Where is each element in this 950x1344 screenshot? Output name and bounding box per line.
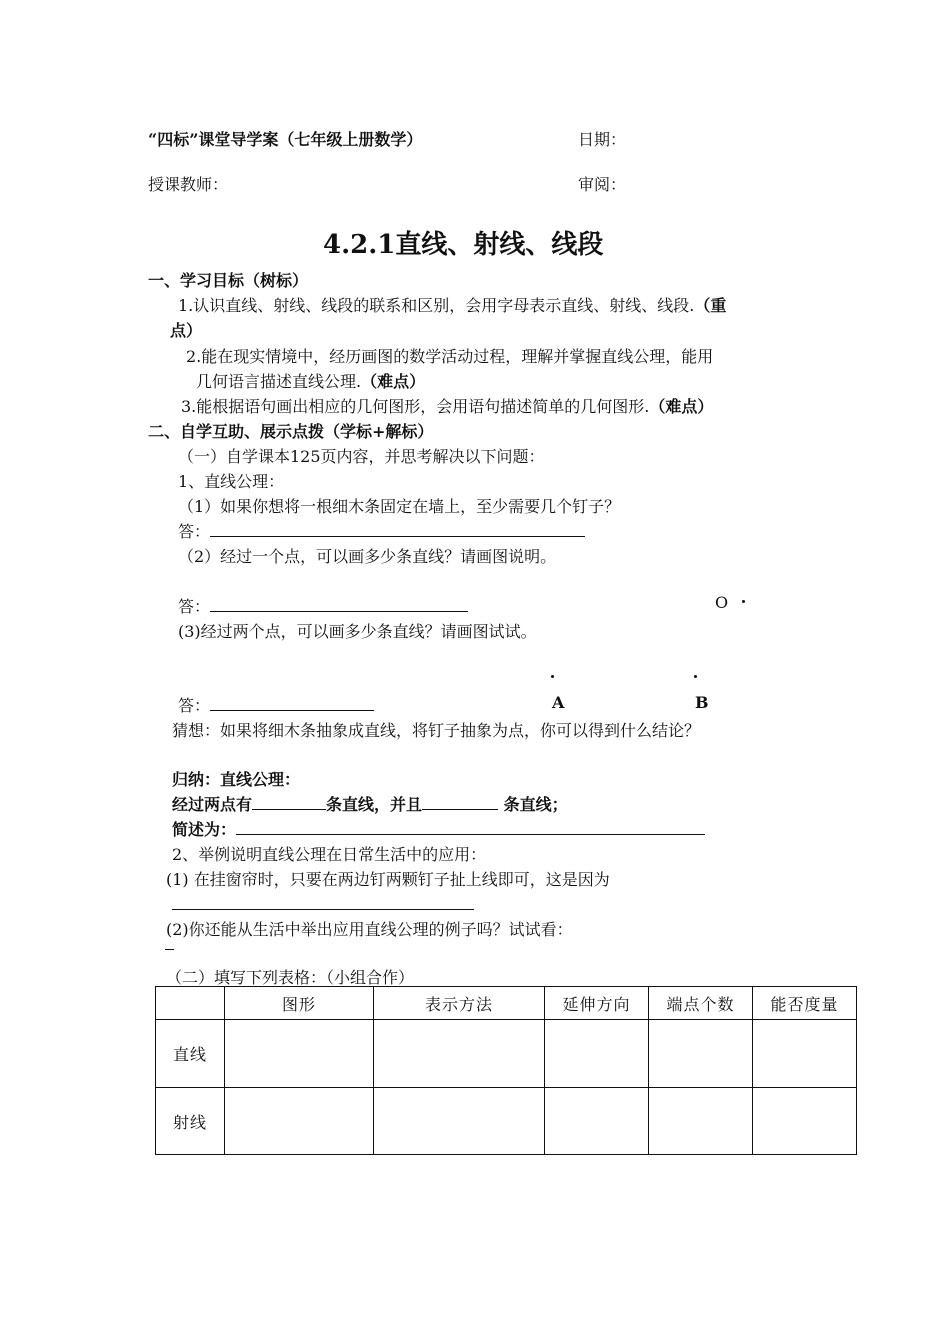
application-2: (2)你还能从生活中举出应用直线公理的例子吗？试试看： <box>166 920 573 939</box>
point-o-label: O <box>715 593 729 612</box>
table-cell[interactable] <box>545 1088 649 1155</box>
goal-2-mark: （难点） <box>361 372 426 391</box>
application-1: (1) 在挂窗帘时，只要在两边钉两颗钉子扯上线即可，这是因为 <box>166 870 610 889</box>
answer-1-blank[interactable] <box>210 520 585 537</box>
table-header-cell: 表示方法 <box>374 987 545 1020</box>
goal-3-mark: （难点） <box>649 397 714 416</box>
answer-3-label: 答： <box>178 696 211 715</box>
goal-1-mark: （重 <box>694 296 727 315</box>
table-intro: （二）填写下列表格：（小组合作） <box>166 968 415 987</box>
answer-2-label: 答： <box>178 597 211 616</box>
table-header-cell: 延伸方向 <box>545 987 649 1020</box>
table-header-cell <box>156 987 225 1020</box>
comparison-table <box>155 986 857 1155</box>
row-label: 射线 <box>156 1088 225 1155</box>
question-2: （2）经过一个点，可以画多少条直线？请画图说明。 <box>178 547 557 566</box>
fill-part-3: 条直线； <box>503 795 568 814</box>
point-a-dot <box>551 675 554 678</box>
fill-part-2: 条直线，并且 <box>326 795 423 814</box>
table-header-cell: 能否度量 <box>753 987 857 1020</box>
goal-1-mark-cont: 点） <box>170 321 203 340</box>
section1-heading: 一、学习目标（树标） <box>148 271 309 290</box>
short-form <box>172 817 705 840</box>
question-3: (3)经过两个点，可以画多少条直线？请画图试试。 <box>178 622 537 641</box>
table-row <box>156 1020 857 1088</box>
answer-1 <box>178 519 585 542</box>
fill-blank-2[interactable] <box>422 793 498 810</box>
answer-3-blank[interactable] <box>210 694 374 711</box>
review-label: 审阅： <box>578 175 627 194</box>
table-cell[interactable] <box>753 1020 857 1088</box>
goal-3-text: 3.能根据语句画出相应的几何图形，会用语句描述简单的几何图形. <box>181 397 650 416</box>
item-1-heading: 1、直线公理： <box>178 472 285 491</box>
axiom-fill <box>172 792 568 815</box>
date-label: 日期： <box>578 130 627 149</box>
application-2-blank[interactable] <box>165 949 174 950</box>
table-header-cell: 端点个数 <box>649 987 753 1020</box>
question-1: （1）如果你想将一根细木条固定在墙上，至少需要几个钉子？ <box>178 497 621 516</box>
section2-heading: 二、自学互助、展示点拨（学标+解标） <box>148 422 434 441</box>
goal-2-line2 <box>196 369 425 392</box>
application-1-blank[interactable] <box>172 893 474 910</box>
short-form-label: 简述为： <box>172 820 237 839</box>
worksheet-title: “四标”课堂导学案（七年级上册数学） <box>148 130 423 149</box>
table-cell[interactable] <box>374 1020 545 1088</box>
table-cell[interactable] <box>374 1088 545 1155</box>
goal-2-line1: 2.能在现实情境中，经历画图的数学活动过程，理解并掌握直线公理，能用 <box>186 347 714 366</box>
goal-2-text: 几何语言描述直线公理. <box>196 372 362 391</box>
summary-label: 归纳：直线公理： <box>172 770 301 789</box>
table-cell[interactable] <box>225 1088 374 1155</box>
answer-3 <box>178 693 374 716</box>
item-2-heading: 2、举例说明直线公理在日常生活中的应用： <box>172 845 487 864</box>
point-b-dot <box>694 675 697 678</box>
answer-2 <box>178 594 468 617</box>
table-cell[interactable] <box>649 1020 753 1088</box>
row-label: 直线 <box>156 1020 225 1088</box>
answer-2-blank[interactable] <box>210 595 468 612</box>
point-o-dot <box>742 600 745 603</box>
short-form-blank[interactable] <box>236 818 705 835</box>
application-1-answer <box>172 893 474 914</box>
page-title: 4.2.1直线、射线、线段 <box>323 230 604 260</box>
table-cell[interactable] <box>649 1088 753 1155</box>
teacher-label: 授课教师： <box>148 175 229 194</box>
table-cell[interactable] <box>545 1020 649 1088</box>
goal-3 <box>181 394 713 417</box>
guess-question: 猜想：如果将细木条抽象成直线，将钉子抽象为点，你可以得到什么结论？ <box>172 721 701 740</box>
table-header-cell: 图形 <box>225 987 374 1020</box>
goal-1 <box>178 293 726 316</box>
table-row <box>156 1088 857 1155</box>
table-cell[interactable] <box>225 1020 374 1088</box>
answer-1-label: 答： <box>178 522 211 541</box>
point-b-label: B <box>695 693 709 712</box>
table-cell[interactable] <box>753 1088 857 1155</box>
point-a-label: A <box>552 693 565 712</box>
self-study-intro: （一）自学课本125页内容，并思考解决以下问题： <box>178 447 545 466</box>
table-header-row <box>156 987 857 1020</box>
goal-1-text: 1.认识直线、射线、线段的联系和区别，会用字母表示直线、射线、线段. <box>178 296 695 315</box>
fill-part-1: 经过两点有 <box>172 795 253 814</box>
fill-blank-1[interactable] <box>252 793 326 810</box>
